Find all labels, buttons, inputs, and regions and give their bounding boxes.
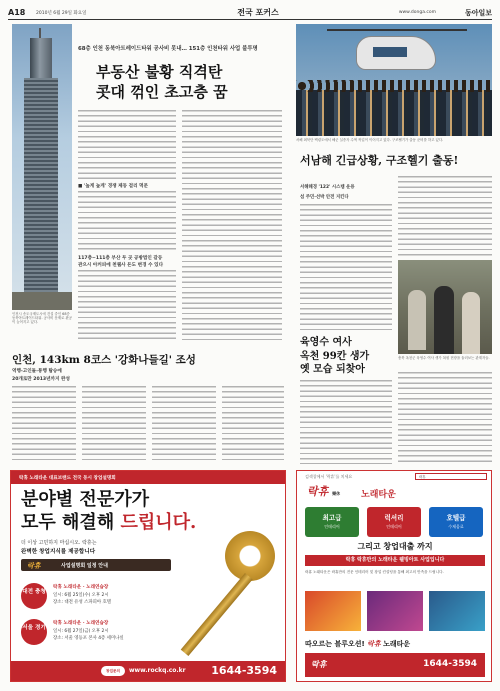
interior-photo (367, 591, 423, 631)
ad-headline-line2-b: 드립니다. (120, 512, 197, 533)
person-graphic (434, 286, 454, 354)
seminar-time: 일시: 6월 27일(금) 오후 2시 (53, 629, 109, 634)
article3-subhead2: 섬 주민·선박 안전 지킨다 (300, 195, 349, 200)
ad-headline-line2-a: 모두 해결해 (21, 512, 121, 533)
brand-logo (307, 483, 340, 499)
ad-slogan: 그리고 창업대출 까지 (357, 542, 433, 551)
person-graphic (408, 290, 426, 350)
brand-logo: 락휴 (27, 561, 41, 570)
article2-body-col1 (12, 386, 76, 464)
ad-slogan-bar: 락휴 락휴만의 노래타운 웰빙아트 사업입니다 (305, 555, 485, 566)
newspaper-name: 동아일보 (464, 8, 492, 17)
badge-sub: 인테리어 (324, 524, 340, 529)
interior-photos (305, 591, 485, 631)
ad-info-text: 락휴 노래타운은 락휴만의 전문 인테리어 및 창업 컨설팅을 통해 최고의 만족을 드립니다. (305, 570, 444, 574)
article1-subhead1: ■ '높게 높게' 경쟁 제동 걸리 먹문 (78, 184, 149, 189)
seminar-region-badge: 서울 경기 (21, 619, 47, 645)
ad-bottom-bar (305, 653, 485, 677)
article1-body-col1-b (78, 191, 176, 251)
badge-sub: 수제음료 (448, 524, 464, 529)
badge-title: 호텔급 (446, 514, 466, 522)
interior-photo (305, 591, 361, 631)
skyscraper-photo-caption: 인천시 송도국제도시에 건설 중인 68층 동북아트레이드타워. 공사비 문제로 완공이 늦어지고 있다. (12, 312, 72, 325)
article1-kicker: 68층 인천 동북아트레이드타워 공사비 못내… 151층 인천타워 사업 불투명 (78, 46, 258, 52)
article4-headline-line1: 육영수 여사 (300, 337, 352, 348)
article4-headline[interactable] (300, 336, 392, 377)
article4-body-col2 (398, 372, 492, 464)
brand-logo: 락휴 (311, 659, 327, 669)
article2-subhead1: 역행-고인돌-통행 탐승에 (12, 369, 62, 374)
article3-body-col2 (398, 176, 492, 256)
article4-headline-line3: 옛 모습 되찾아 (300, 364, 365, 375)
franchise-advertisement[interactable] (10, 470, 286, 682)
article2-body-col2 (82, 386, 146, 464)
article1-body-col1-a (78, 110, 176, 180)
ad-headline-line1: 분야별 전문가가 (21, 489, 149, 510)
key-bow-graphic (225, 531, 275, 581)
issue-date: 2010년 6월 29일 화요일 (36, 11, 87, 16)
article1-body-col2 (182, 110, 282, 342)
birthplace-photo (398, 260, 492, 354)
ad-tagline-a: 따오르는 블루오션! (305, 640, 368, 648)
ad-top-bar: 락휴 노래타운 대표브랜드 전국 동시 창업설명회 (11, 471, 285, 484)
feature-badge-1 (305, 507, 359, 537)
badge-sub: 인테리어 (386, 524, 402, 529)
ground-graphic (12, 292, 72, 310)
brand-subtitle: 노래타운 (361, 490, 396, 500)
interior-photo (429, 591, 485, 631)
article3-subhead1: 서해해경 '122' 시스템 운용 (300, 185, 355, 190)
article1-headline-line2: 콧대 꺾인 초고층 꿈 (96, 83, 228, 101)
rescue-photo (296, 24, 492, 136)
ad-search-hint: 검색창에서 '락휴'를 치세요 (305, 474, 353, 479)
ad-tagline (305, 639, 410, 649)
article2-body-col4 (222, 386, 284, 464)
article4-body-col1 (300, 380, 392, 464)
birthplace-photo-caption: 충북 옥천군 육영수 여사 생가 복원 현장을 둘러보는 관계자들. (398, 356, 490, 360)
skyscraper-photo (12, 24, 72, 310)
seminar-title: 락휴 노래타운 · 노래연습장 (53, 621, 109, 626)
seminar-title: 락휴 노래타운 · 노래연습장 (53, 585, 109, 590)
seminar-item-daejeon (21, 581, 189, 613)
article4-headline-line2: 옥천 99칸 생가 (300, 350, 370, 362)
karaoke-advertisement[interactable] (296, 470, 492, 682)
page-header (8, 6, 492, 20)
feature-badges (305, 507, 485, 537)
person-graphic (462, 292, 480, 354)
tower-graphic (30, 38, 52, 310)
seminar-region-badge: 대전 충청 (21, 583, 47, 609)
ad-tagline-c: 노래타운 (380, 640, 411, 648)
badge-title: 럭셔리 (384, 514, 404, 522)
article3-body-col1 (300, 204, 392, 330)
ad-website-link[interactable]: www.rockq.co.kr (129, 667, 186, 674)
ad-subline2: 완벽한 창업지식를 제공합니다 (21, 549, 96, 555)
seminar-place: 장소: 서울 영등포 본사 4층 세미나실 (53, 636, 124, 641)
article2-subhead2: 20개로만 2013년까지 완성 (12, 377, 70, 382)
article1-headline-line1: 부동산 불황 직격탄 (96, 63, 223, 81)
ad-subline1: 더 이상 고민하지 마십시오. 락휴는 (21, 540, 97, 546)
site-url[interactable]: www.donga.com (398, 10, 436, 15)
article2-headline[interactable]: 인천, 143km 8코스 '강화나들길' 조성 (12, 354, 196, 366)
page-number: A18 (8, 8, 26, 17)
feature-badge-3 (429, 507, 483, 537)
ad-search-box: 락휴 (415, 473, 487, 480)
feature-badge-2 (367, 507, 421, 537)
ad-seminar-title: 사업설명회 일정 안내 (61, 563, 108, 569)
article1-body-col1-c (78, 270, 176, 342)
ad-contact-bar (11, 661, 285, 681)
brand-logo-hanja: 樂休 (332, 491, 341, 496)
inquiry-pill: 창업문의 (101, 666, 125, 676)
badge-title: 최고급 (322, 514, 342, 522)
seminar-time: 일시: 6월 25일(수) 오후 2시 (53, 593, 109, 598)
ad-tagline-brand: 락휴 (367, 639, 381, 648)
seminar-item-seoul (21, 617, 189, 649)
article1-headline[interactable] (96, 62, 276, 102)
ad-phone-number: 1644-3594 (211, 664, 277, 677)
article2-body-col3 (152, 386, 216, 464)
ad-seminar-bar (21, 559, 171, 571)
crowd-graphic (296, 90, 492, 136)
brand-logo-text: 락휴 (307, 485, 329, 498)
article1-subhead3: 관으시 아커피에 천웹사 돈도 변경 수 있다 (78, 263, 164, 268)
seminar-place: 장소: 대전 유성 스파피아 호텔 (53, 600, 111, 605)
article3-headline[interactable]: 서남해 긴급상황, 구조헬기 출동! (300, 154, 459, 167)
section-title: 전국 포커스 (237, 7, 279, 17)
key-shaft-graphic (181, 573, 253, 656)
rescue-photo-caption: 서해 최북단 백령도에서 해군 실종자 수색 작업이 이어지고 있다. 구조헬기가 출동 준비를 하고 있다. (296, 138, 444, 142)
helicopter-graphic (356, 36, 436, 70)
article1-subhead2: 117층~111층 부산 두 곳 공방법인 갈등 (78, 256, 163, 261)
ad-phone-number: 1644-3594 (423, 659, 477, 669)
